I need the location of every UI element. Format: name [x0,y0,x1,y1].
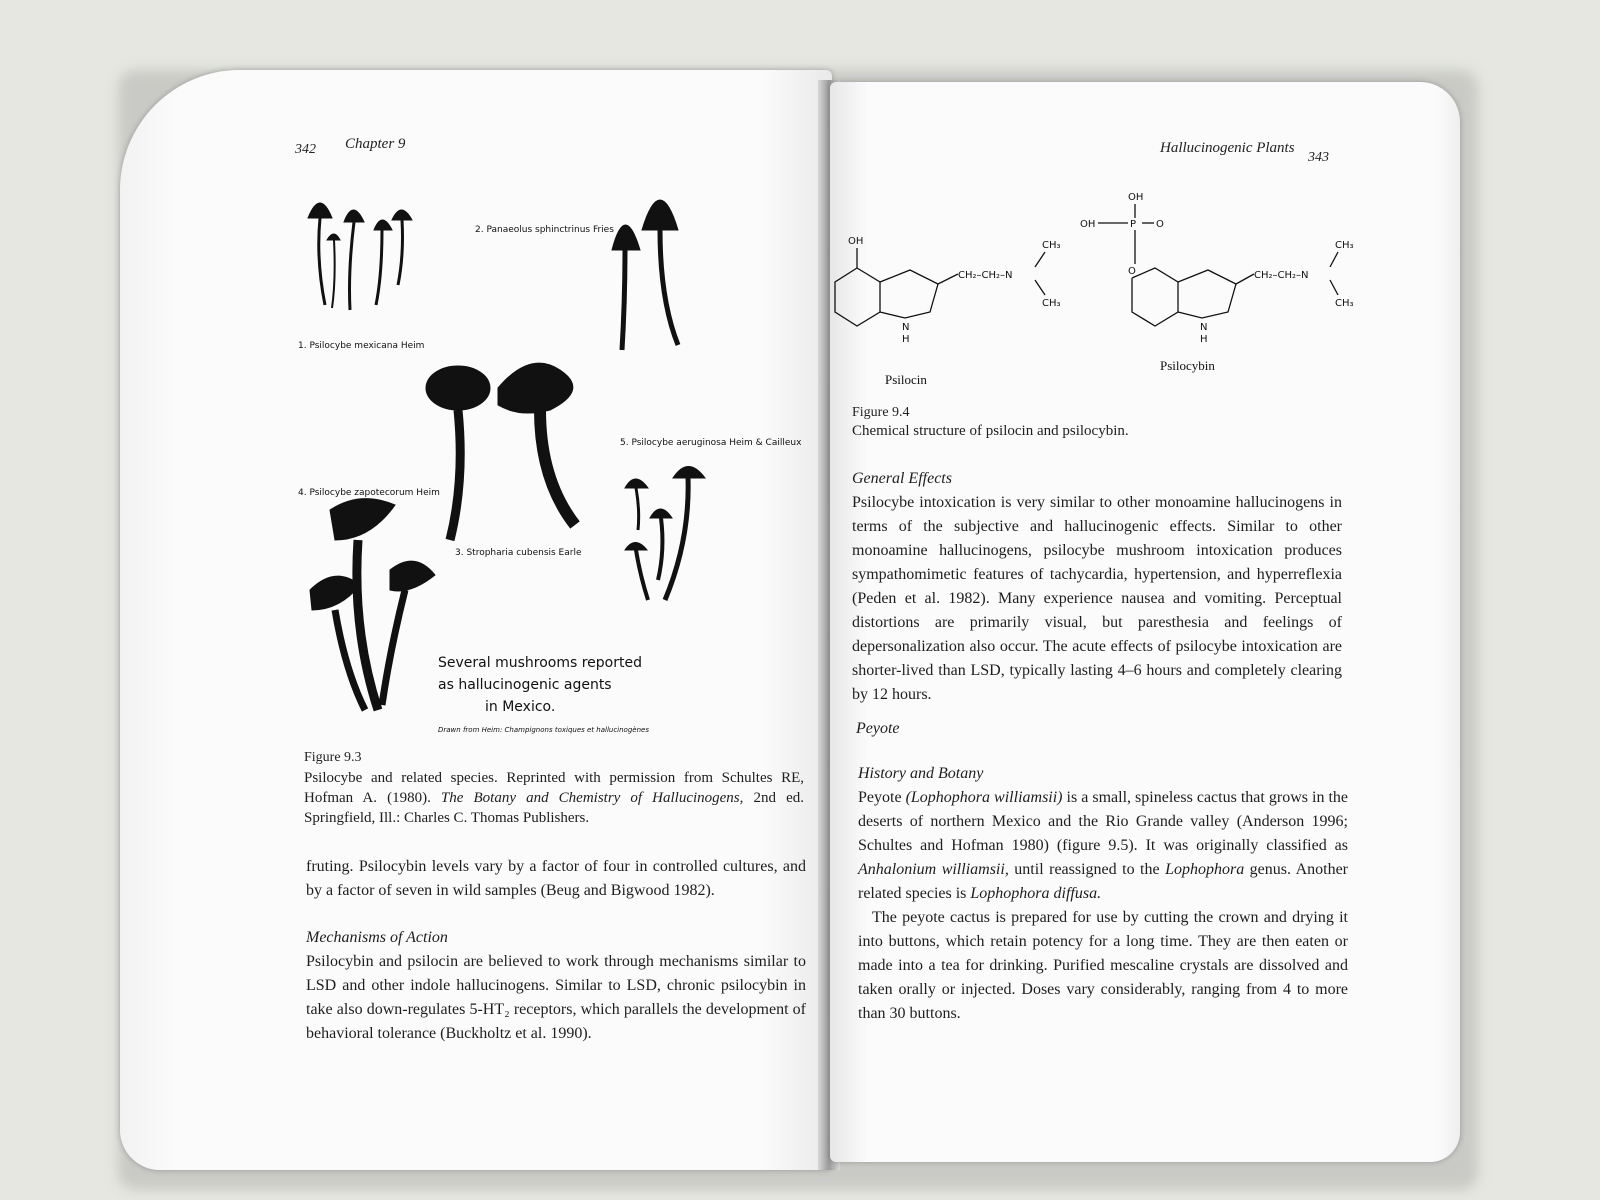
mushroom-label-5: 5. Psilocybe aeruginosa Heim & Cailleux [620,438,802,448]
preparation-text: The peyote cactus is prepared for use by cutting the crown and drying it into buttons, which retain potency for a long time. They are then eaten or made into a tea for drinking. Purified mescaline crystals are dissolved and taken orally or injected. Doses vary considerably, ranging from 4 to more than 30 buttons. [858,909,1348,1022]
left-page-number: 342 [295,142,316,157]
history-text: Peyote (Lophophora williamsii) is a small, spineless cactus that grows in the deserts of northern Mexico and the Rio Grande valley (Anderson 1996; Schultes and Hofman 1980) (figure 9.5). It was originally classified as Anhalonium williamsii, until reassigned to the Lophophora genus. Another related species is Lophophora diffusa. [858,789,1349,902]
svg-text:OH: OH [1128,192,1144,203]
svg-text:H: H [1200,334,1208,345]
right-page-number: 343 [1308,150,1329,165]
mechanisms-heading: Mechanisms of Action [306,929,448,946]
mushroom-group-5 [625,467,705,601]
mushroom-group-2 [612,200,678,350]
svg-text:CH₃: CH₃ [1335,298,1354,309]
psilocybin-label: Psilocybin [1160,358,1215,373]
svg-text:OH: OH [1080,219,1096,230]
mechanisms-section [306,926,806,1046]
mechanisms-text: Psilocybin and psilocin are believed to work through mechanisms similar to LSD and other indole hallucinogens. Similar to LSD, chronic psilocybin in take also down-regulates 5-HT₂ receptors, which parallels the development of behavioral tolerance (Buckholtz et al. 1990). [306,953,806,1042]
svg-text:CH₃: CH₃ [1042,298,1061,309]
right-page [830,82,1460,1162]
handwritten-caption-line-3: in Mexico. [485,699,556,715]
svg-text:CH₂–CH₂–N: CH₂–CH₂–N [958,270,1013,281]
svg-text:O: O [1156,219,1164,230]
figure-9-4-caption [852,404,1352,440]
figure-9-4-number: Figure 9.4 [852,405,910,420]
mushroom-label-4: 4. Psilocybe zapotecorum Heim [298,488,440,498]
peyote-heading: Peyote [856,720,900,737]
caption-text: Psilocybe and related species. Reprinted with permission from Schultes RE, Hofman A. (1980). [304,770,804,806]
left-running-head: Chapter 9 [345,136,406,152]
svg-text:CH₃: CH₃ [1042,240,1061,251]
general-effects-section [852,467,1342,707]
psilocin-label: Psilocin [885,372,927,387]
figure-9-3-caption [304,748,804,828]
svg-text:P: P [1130,219,1137,230]
mushroom-group-3 [426,363,575,540]
svg-text:N: N [902,322,910,333]
handwritten-caption-line-2: as hallucinogenic agents [438,677,612,693]
history-heading: History and Botany [858,765,984,782]
history-section [858,762,1348,1026]
illustration-credit: Drawn from Heim: Champignons toxiques et hallucinogènes [438,726,649,734]
svg-text:N: N [1200,322,1208,333]
psilocin-structure [835,236,1061,387]
right-running-head: Hallucinogenic Plants [1160,140,1295,156]
mushroom-group-1 [308,203,412,310]
mushroom-illustration [120,70,832,770]
general-effects-text: Psilocybe intoxication is very similar to other monoamine hallucinogens in terms of the subjective and hallucinogenic effects. Similar to other monoamine hallucinogens, psilocybe mushroom intoxication produces sympathomimetic features of tachycardia, hypertension, and hyperreflexia (Peden et al. 1982). Many experience nausea and vomiting. Perceptual distortions are primarily visual, but paresthesia and feelings of depersonalization also occur. The acute effects of psilocybe intoxication are shorter-lived than LSD, typically lasting 4–6 hours and completely clearing by 12 hours. [852,494,1342,703]
mushroom-label-3: 3. Stropharia cubensis Earle [455,548,582,558]
left-paragraph-1: fruting. Psilocybin levels vary by a factor of four in controlled cultures, and by a factor of seven in wild samples (Beug and Bigwood 1982). [306,858,806,899]
svg-text:CH₂–CH₂–N: CH₂–CH₂–N [1254,270,1309,281]
mushroom-group-4 [310,499,435,710]
caption-book-title: The Botany and Chemistry of Hallucinogens, [440,790,744,806]
mushroom-label-2: 2. Panaeolus sphinctrinus Fries [475,225,614,235]
handwritten-caption-line-1: Several mushrooms reported [438,655,642,671]
figure-9-3-number: Figure 9.3 [304,750,362,765]
svg-text:CH₃: CH₃ [1335,240,1354,251]
left-page [120,70,832,1170]
caption-publisher: 2nd ed. Springfield, Ill.: Charles C. Thomas Publishers. [304,790,804,826]
svg-text:O: O [1128,266,1136,277]
mushroom-label-1: 1. Psilocybe mexicana Heim [298,341,425,351]
general-effects-heading: General Effects [852,470,952,487]
svg-text:OH: OH [848,236,864,247]
figure-9-4-text: Chemical structure of psilocin and psilocybin. [852,423,1129,439]
svg-text:H: H [902,334,910,345]
psilocybin-structure [1080,192,1354,373]
chemical-structures [830,172,1460,492]
